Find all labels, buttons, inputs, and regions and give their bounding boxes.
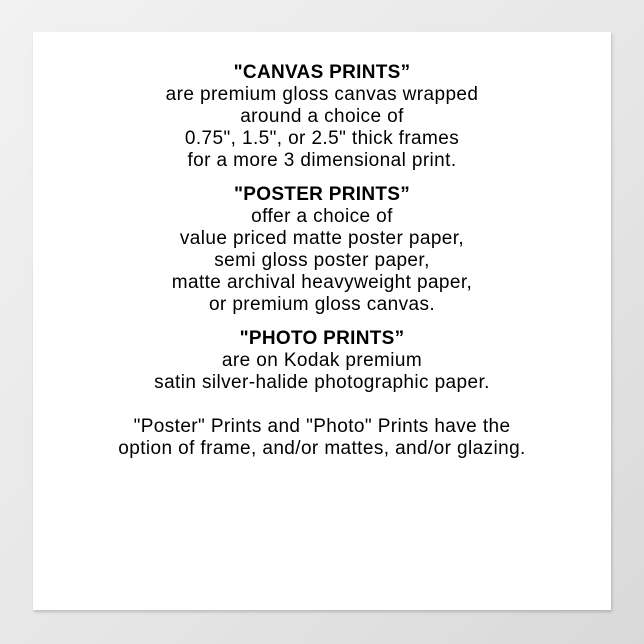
- poster-line-3: semi gloss poster paper,: [214, 250, 430, 271]
- canvas-line-2: around a choice of: [240, 106, 404, 127]
- poster-prints-heading: "POSTER PRINTS”: [233, 184, 411, 205]
- poster-sheet: [33, 32, 611, 610]
- canvas-line-4: for a more 3 dimensional print.: [187, 150, 457, 171]
- note-line-1: "Poster" Prints and "Photo" Prints have the: [133, 416, 511, 437]
- canvas-prints-heading: "CANVAS PRINTS”: [233, 62, 411, 83]
- photo-prints-section: [33, 328, 611, 394]
- photo-prints-heading: "PHOTO PRINTS”: [239, 328, 405, 349]
- poster-line-5: or premium gloss canvas.: [208, 294, 436, 315]
- poster-line-1: offer a choice of: [251, 206, 393, 227]
- note-line-2: option of frame, and/or mattes, and/or glazing.: [118, 438, 526, 459]
- canvas-line-1: are premium gloss canvas wrapped: [165, 84, 479, 105]
- options-note: [33, 416, 611, 460]
- photo-line-2: satin silver-halide photographic paper.: [154, 372, 490, 393]
- photo-line-1: are on Kodak premium: [221, 350, 423, 371]
- poster-line-2: value priced matte poster paper,: [179, 228, 465, 249]
- canvas-prints-section: [33, 62, 611, 172]
- poster-line-4: matte archival heavyweight paper,: [171, 272, 473, 293]
- canvas-line-3: 0.75", 1.5", or 2.5" thick frames: [184, 128, 460, 149]
- poster-prints-section: [33, 184, 611, 316]
